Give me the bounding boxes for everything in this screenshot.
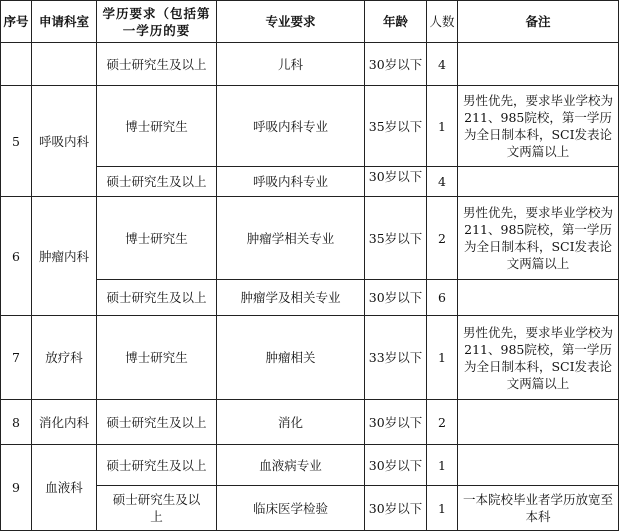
seq-cell: 5 [1, 86, 32, 197]
note-cell [458, 280, 619, 316]
edu-cell: 硕士研究生及以上 [97, 400, 217, 445]
note-cell: 男性优先，要求毕业学校为211、985院校，第一学历为全日制本科，SCI发表论文两篇以上 [458, 316, 619, 400]
age-cell: 30岁以下 [365, 43, 427, 86]
seq-cell: 9 [1, 445, 32, 531]
age-cell: 35岁以下 [365, 197, 427, 280]
table-row [1, 86, 619, 167]
seq-cell: 6 [1, 197, 32, 316]
count-cell: 2 [427, 400, 458, 445]
age-cell [365, 167, 427, 197]
age-cell: 33岁以下 [365, 316, 427, 400]
dept-cell: 呼吸内科 [32, 86, 97, 197]
major-cell: 呼吸内科专业 [217, 86, 365, 167]
edu-cell: 博士研究生 [97, 197, 217, 280]
header-seq: 序号 [1, 1, 32, 43]
major-cell: 肿瘤相关 [217, 316, 365, 400]
dept-cell: 放疗科 [32, 316, 97, 400]
header-count: 人数 [427, 1, 458, 43]
note-cell [458, 445, 619, 486]
edu-cell: 博士研究生 [97, 316, 217, 400]
table-row [1, 197, 619, 280]
count-cell: 2 [427, 197, 458, 280]
note-cell [458, 400, 619, 445]
header-note: 备注 [458, 1, 619, 43]
age-cell: 30岁以下 [365, 280, 427, 316]
header-dept: 申请科室 [32, 1, 97, 43]
seq-cell: 7 [1, 316, 32, 400]
header-major: 专业要求 [217, 1, 365, 43]
count-cell: 1 [427, 445, 458, 486]
header-age: 年龄 [365, 1, 427, 43]
major-cell: 消化 [217, 400, 365, 445]
edu-cell: 硕士研究生及以上 [97, 43, 217, 86]
age-text: 30岁以下 [368, 168, 423, 184]
count-cell: 1 [427, 486, 458, 531]
header-row [1, 1, 619, 43]
header-education: 学历要求（包括第一学历的要 [97, 1, 217, 43]
note-cell: 一本院校毕业者学历放宽至本科 [458, 486, 619, 531]
dept-cell: 血液科 [32, 445, 97, 531]
count-cell: 4 [427, 43, 458, 86]
dept-cell: 肿瘤内科 [32, 197, 97, 316]
edu-cell: 硕士研究生及以上 [97, 167, 217, 197]
table-row [1, 445, 619, 486]
age-cell: 30岁以下 [365, 486, 427, 531]
note-cell [458, 43, 619, 86]
edu-cell: 博士研究生 [97, 86, 217, 167]
age-cell: 30岁以下 [365, 445, 427, 486]
table-row [1, 316, 619, 400]
seq-cell [1, 43, 32, 86]
count-cell: 4 [427, 167, 458, 197]
edu-cell: 硕士研究生及以上 [97, 486, 217, 531]
major-cell: 肿瘤学及相关专业 [217, 280, 365, 316]
major-cell: 呼吸内科专业 [217, 167, 365, 197]
table-row [1, 43, 619, 86]
note-cell [458, 167, 619, 197]
age-cell: 30岁以下 [365, 400, 427, 445]
note-cell: 男性优先，要求毕业学校为211、985院校，第一学历为全日制本科，SCI发表论文两篇以上 [458, 86, 619, 167]
note-cell: 男性优先，要求毕业学校为211、985院校，第一学历为全日制本科，SCI发表论文两篇以上 [458, 197, 619, 280]
major-cell: 临床医学检验 [217, 486, 365, 531]
dept-cell: 消化内科 [32, 400, 97, 445]
edu-cell: 硕士研究生及以上 [97, 280, 217, 316]
count-cell: 1 [427, 86, 458, 167]
major-cell: 儿科 [217, 43, 365, 86]
count-cell: 6 [427, 280, 458, 316]
table-row [1, 400, 619, 445]
seq-cell: 8 [1, 400, 32, 445]
major-cell: 血液病专业 [217, 445, 365, 486]
count-cell: 1 [427, 316, 458, 400]
major-cell: 肿瘤学相关专业 [217, 197, 365, 280]
edu-cell: 硕士研究生及以上 [97, 445, 217, 486]
age-cell: 35岁以下 [365, 86, 427, 167]
dept-cell [32, 43, 97, 86]
